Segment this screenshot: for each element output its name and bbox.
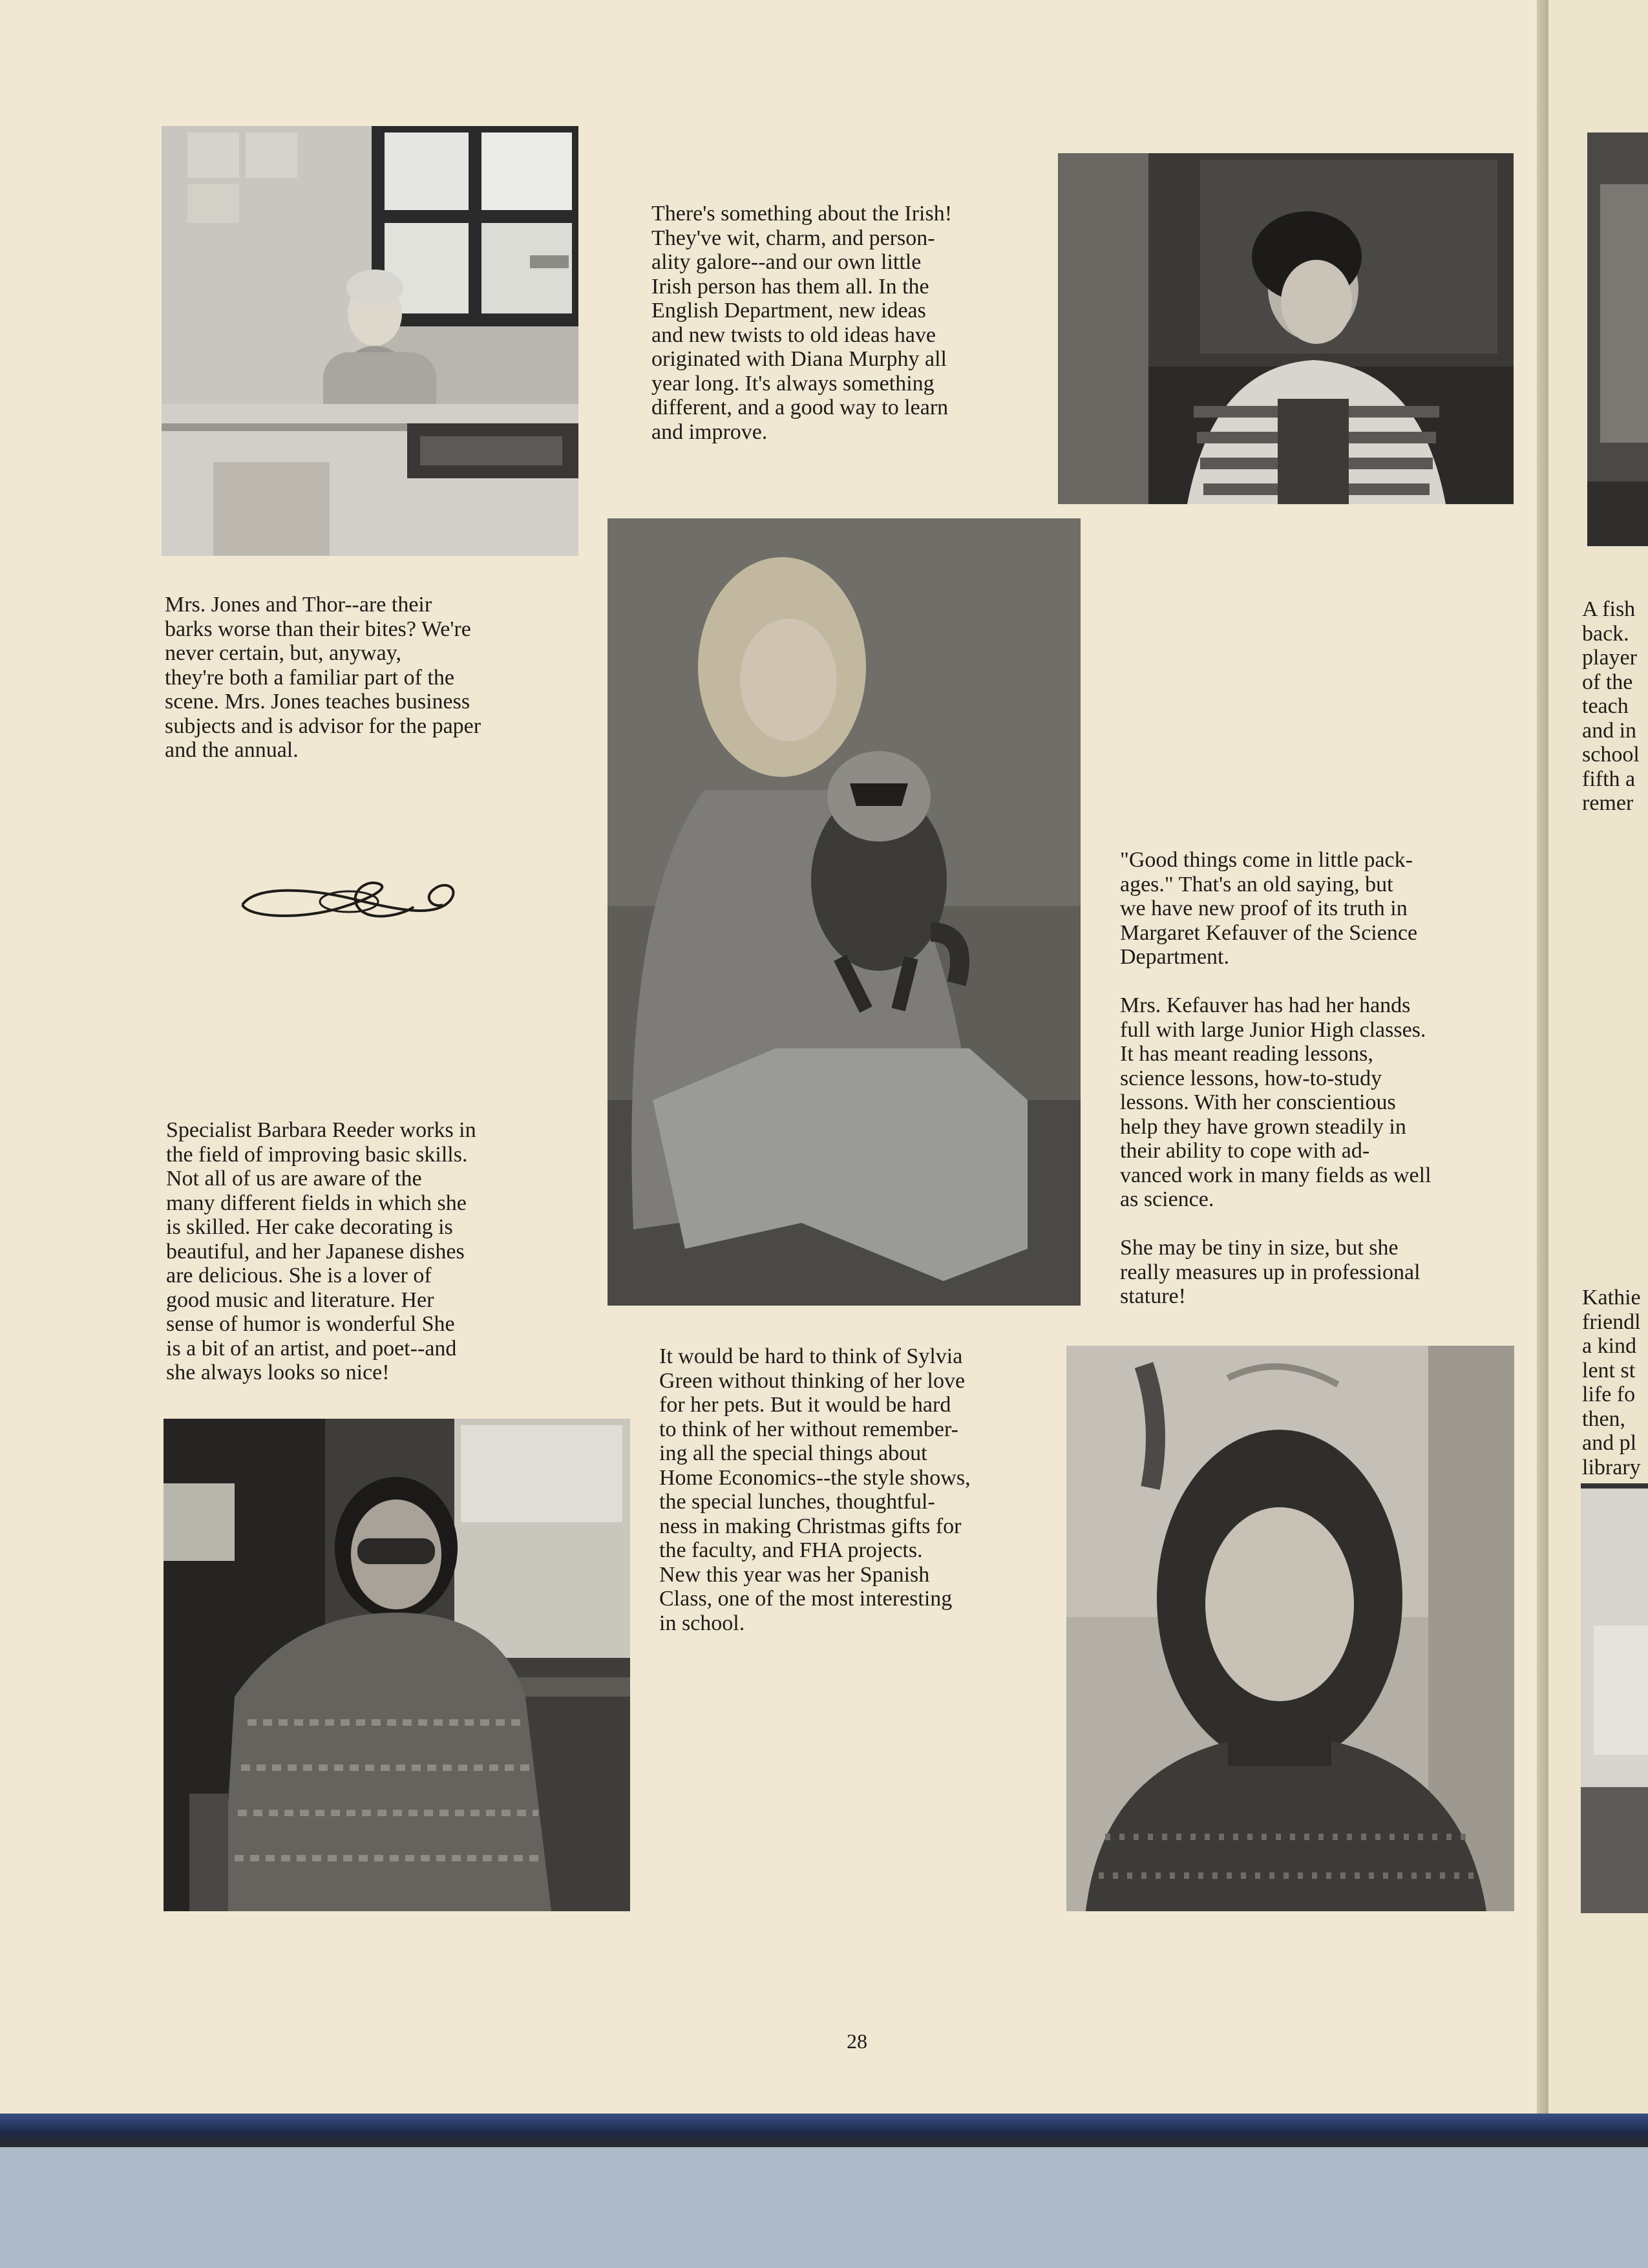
caption-jones: Mrs. Jones and Thor--are their barks worse than their bites? We're never certain, but, anyway, they're both a familiar part of the scene. Mrs. Jones teaches business subjects and is advisor for the paper and the annual. [165,593,481,762]
adjacent-text-fragment-2: Kathie friendl a kind lent st life fo then, and pl library [1582,1286,1641,1479]
caption-green: It would be hard to think of Sylvia Green without thinking of her love for her pets. But it would be hard to think of her without remember- ing all the special things about Home Economics--the style shows, the special lunches, thoughtful- ness in making Christmas gifts for the faculty, and FHA projects. New this year was her Spanish Class, one of the most interesting in school. [659,1344,971,1635]
page-gutter [1537,0,1548,2126]
photo-diana-murphy [1058,153,1514,504]
caption-kefauver-intro: "Good things come in little pack- ages." That's an old saying, but we have new proof of its truth in Margaret Kefauver of the Science Department. [1120,848,1418,969]
book-edge [0,2114,1648,2147]
caption-reeder: Specialist Barbara Reeder works in the field of improving basic skills. Not all of us are aware of the many different fields in which she is skilled. Her cake decorating is beautiful, and her Japanese dishes are delicious. She is a lover of good music and literature. Her sense of humor is wonderful She is a bit of an artist, and poet--and she always looks so nice! [166,1118,476,1384]
photo-mrs-jones [162,126,578,556]
adjacent-photo-top [1587,132,1648,546]
photo-sylvia-green [1066,1346,1514,1911]
caption-murphy: There's something about the Irish! They've wit, charm, and person- ality galore--and our own little Irish person has them all. In the English Department, new ideas and new twists to old ideas have originated with Diana Murphy all year long. It's always something different, and a good way to learn and improve. [651,202,953,444]
caption-kefauver-closing: She may be tiny in size, but she really measures up in professional stature! [1120,1236,1421,1308]
photo-barbara-reeder [164,1419,630,1911]
adjacent-text-fragment-1: A fish back. player of the teach and in school fifth a remer [1582,597,1640,815]
adjacent-photo-bottom [1581,1483,1648,1913]
adjacent-page [1548,0,1648,2126]
page-number: 28 [847,2030,867,2053]
scan-background [0,2147,1648,2268]
flourish-ornament [229,876,462,927]
caption-kefauver-body: Mrs. Kefauver has had her hands full with large Junior High classes. It has meant reading lessons, science lessons, how-to-study lessons. With her conscientious help they have grown steadily in their ability to cope with ad- vanced work in many fields as well as science. [1120,993,1431,1211]
photo-margaret-kefauver [607,518,1081,1306]
